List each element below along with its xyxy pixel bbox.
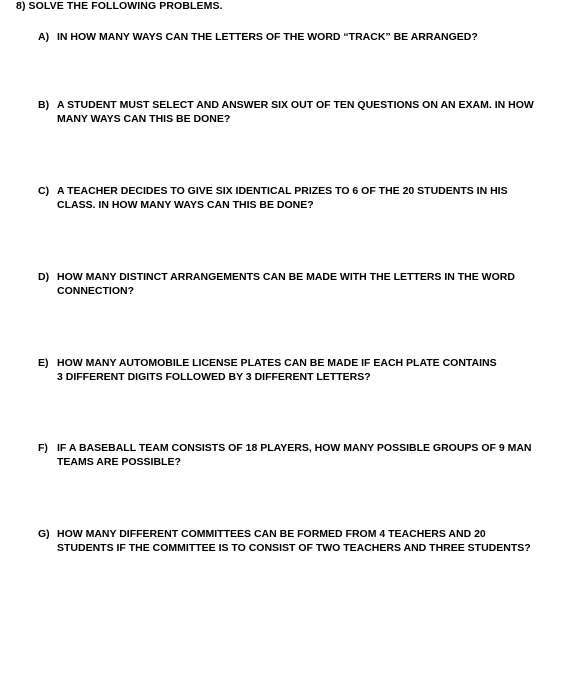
section-heading: 8) SOLVE THE FOLLOWING PROBLEMS. [16, 0, 223, 12]
problem-a [38, 30, 548, 44]
problem-b [38, 98, 543, 126]
problem-text: IF A BASEBALL TEAM CONSISTS OF 18 PLAYERS, HOW MANY POSSIBLE GROUPS OF 9 MAN TEAMS ARE POSSIBLE? [57, 442, 532, 468]
problem-text: A TEACHER DECIDES TO GIVE SIX IDENTICAL PRIZES TO 6 OF THE 20 STUDENTS IN HIS CLASS. IN HOW MANY WAYS CAN THIS BE DONE? [57, 185, 508, 211]
problem-text: IN HOW MANY WAYS CAN THE LETTERS OF THE WORD “TRACK” BE ARRANGED? [57, 31, 478, 43]
problem-text: HOW MANY DISTINCT ARRANGEMENTS CAN BE MADE WITH THE LETTERS IN THE WORD CONNECTION? [57, 271, 515, 297]
problem-c [38, 184, 538, 212]
problem-label: C) [38, 185, 50, 197]
problem-label: D) [38, 271, 50, 283]
problem-text: HOW MANY AUTOMOBILE LICENSE PLATES CAN BE MADE IF EACH PLATE CONTAINS 3 DIFFERENT DIGITS FOLLOWED BY 3 DIFFERENT LETTERS? [57, 357, 497, 383]
problem-label: G) [38, 528, 50, 540]
problem-label: E) [38, 357, 49, 369]
problem-label: F) [38, 442, 48, 454]
problem-g [38, 527, 538, 555]
problem-e [38, 356, 498, 384]
problem-label: A) [38, 31, 50, 43]
problem-text: HOW MANY DIFFERENT COMMITTEES CAN BE FORMED FROM 4 TEACHERS AND 20 STUDENTS IF THE COMMITTEE IS TO CONSIST OF TWO TEACHERS AND THREE STUDENTS? [57, 528, 531, 554]
problem-f [38, 441, 538, 469]
problem-text: A STUDENT MUST SELECT AND ANSWER SIX OUT OF TEN QUESTIONS ON AN EXAM. IN HOW MANY WAYS CAN THIS BE DONE? [57, 99, 534, 125]
problem-label: B) [38, 99, 50, 111]
problem-d [38, 270, 538, 298]
